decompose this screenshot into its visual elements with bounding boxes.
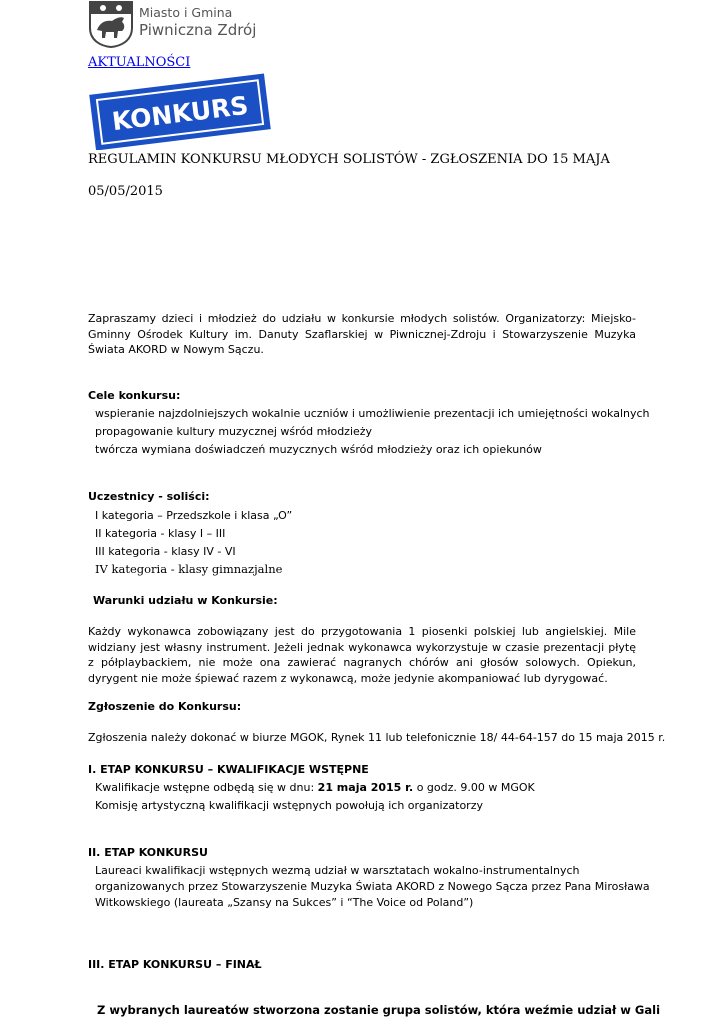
article-date: 05/05/2015	[88, 184, 163, 199]
participants-heading: Uczestnicy - soliści:	[88, 490, 210, 503]
goal-item: twórcza wymiana doświadczeń muzycznych wśród młodzieży oraz ich opiekunów	[95, 443, 542, 456]
category-item: II kategoria - klasy I – III	[95, 527, 226, 540]
news-link[interactable]: AKTUALNOŚCI	[88, 55, 191, 70]
stage3-text: Z wybranych laureatów stworzona zostanie grupa solistów, która weźmie udział w Gali	[97, 1003, 661, 1017]
goal-item: wspieranie najzdolniejszych wokalnie uczniów i umożliwienie prezentacji ich umiejętności wokalnych	[95, 407, 650, 420]
stage1-date-suffix: o godz. 9.00 w MGOK	[413, 781, 535, 794]
badge-text: KONKURS	[110, 90, 250, 137]
coat-of-arms-icon	[88, 0, 134, 48]
registration-text: Zgłoszenia należy dokonać w biurze MGOK, Rynek 11 lub telefonicznie 18/ 44-64-157 do 15 maja 2015 r.	[88, 731, 666, 744]
goal-item: propagowanie kultury muzycznej wśród młodzieży	[95, 425, 373, 438]
article-title: REGULAMIN KONKURSU MŁODYCH SOLISTÓW - ZGŁOSZENIA DO 15 MAJA	[88, 152, 610, 167]
stage1-committee-line: Komisję artystyczną kwalifikacji wstępnych powołują ich organizatorzy	[95, 799, 483, 812]
intro-paragraph: Zapraszamy dzieci i młodzież do udziału w konkursie młodych solistów. Organizatorzy: Miejsko-Gminny Ośrodek Kultury im. Danuty Szaflarskiej w Piwnicznej-Zdroju i Stowarzyszenie Muzyka Świata AKORD w Nowym Sączu.	[88, 312, 636, 356]
stage2-heading: II. ETAP KONKURSU	[88, 846, 208, 859]
stage2-line: Witkowskiego (laureata „Szansy na Sukces” i “The Voice od Poland”)	[95, 896, 474, 909]
konkurs-badge	[88, 70, 273, 150]
registration-heading: Zgłoszenie do Konkursu:	[88, 700, 242, 713]
stage3-heading: III. ETAP KONKURSU – FINAŁ	[88, 958, 262, 971]
logo-line2: Piwniczna Zdrój	[139, 21, 257, 39]
category-item: III kategoria - klasy IV - VI	[95, 545, 236, 558]
stage1-date-prefix: Kwalifikacje wstępne odbędą się w dnu:	[95, 781, 318, 794]
municipality-logo	[88, 0, 268, 48]
stage2-line: Laureaci kwalifikacji wstępnych wezmą udział w warsztatach wokalno-instrumentalnych	[95, 864, 580, 877]
category-item: I kategoria – Przedszkole i klasa „O”	[95, 509, 293, 522]
goals-heading: Cele konkursu:	[88, 389, 181, 402]
conditions-paragraph: Każdy wykonawca zobowiązany jest do przygotowania 1 piosenki polskiej lub angielskiej. Mile widziany jest własny instrument. Jeżeli jednak wykonawca wykorzystuje w czasie prezentacji płytę z półplaybackiem, nie może ona zawierać nagranych chórów ani głosów solowych. Opiekun, dyrygent nie może śpiewać razem z wykonawcą, może jedynie akompaniować lub dyrygować.	[88, 625, 636, 685]
stage2-line: organizowanych przez Stowarzyszenie Muzyka Świata AKORD z Nowego Sącza przez Pana Mirosława	[95, 880, 650, 893]
stage1-date-line	[95, 781, 535, 794]
conditions-heading: Warunki udziału w Konkursie:	[93, 594, 278, 607]
logo-line1: Miasto i Gmina	[139, 5, 233, 20]
stage1-date: 21 maja 2015 r.	[317, 781, 414, 794]
stage1-heading: I. ETAP KONKURSU – KWALIFIKACJE WSTĘPNE	[88, 763, 369, 776]
category-item: IV kategoria - klasy gimnazjalne	[95, 562, 283, 576]
